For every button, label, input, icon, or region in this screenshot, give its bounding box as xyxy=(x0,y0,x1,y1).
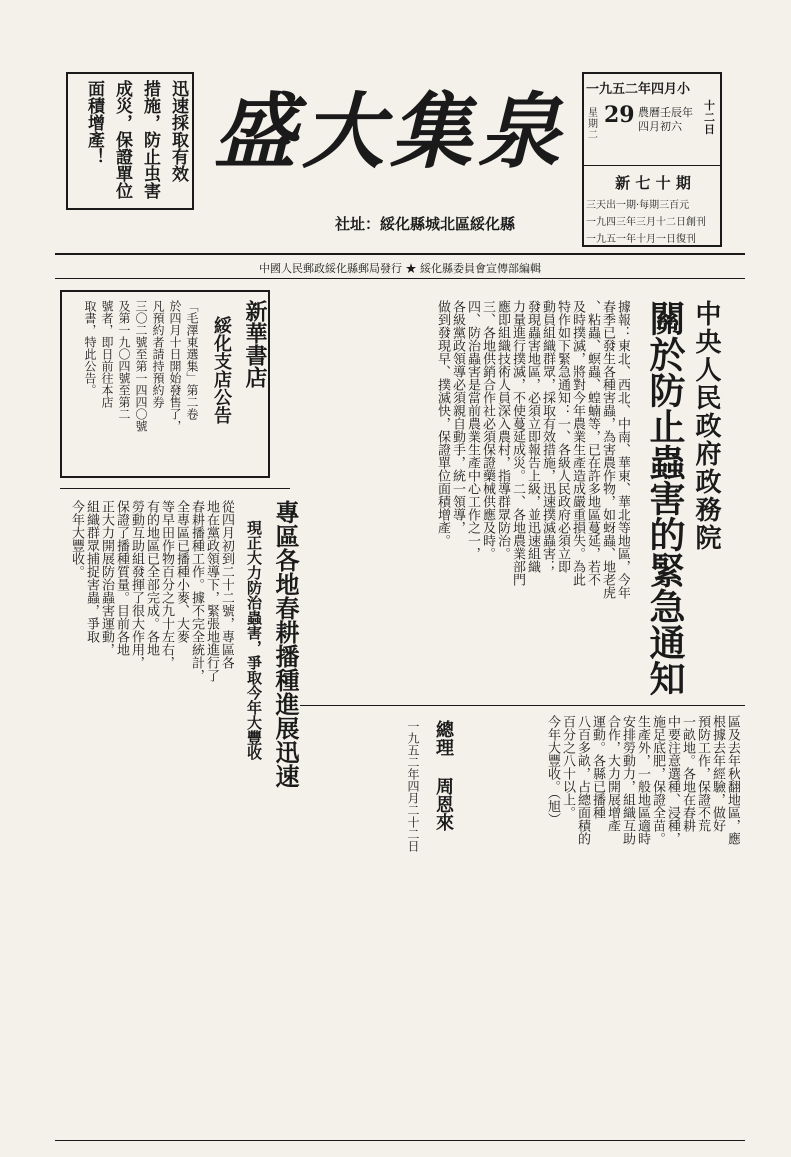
day-number: 十二日 xyxy=(704,99,715,136)
second-col-2: 地在黨政領導下，緊張地進行了 xyxy=(204,500,219,682)
lead-col-2: 春季已發生各種害蟲，為害農作物，如蚜蟲、地老虎 xyxy=(600,300,615,599)
second-col-1: 從四月初到二十二號，專區各 xyxy=(219,500,234,669)
lead-title: 關於防止蟲害的緊急通知 xyxy=(644,300,686,696)
second-col-3: 春耕播種工作。據不完全統計， xyxy=(189,500,204,682)
right-col-2: 根據去年經驗，做好 xyxy=(710,715,725,832)
right-col-13: 今年大豐收。（旭） xyxy=(545,715,560,826)
second-title: 專區各地春耕播種進展迅速 xyxy=(271,500,300,788)
founded-date: 一九四三年三月十二日創刊 xyxy=(586,217,706,228)
lead-col-3: 、粘蟲、螟蟲、蝗蝻等，已在許多地區蔓延，若不 xyxy=(585,300,600,586)
lead-col-4: 及時撲滅，將對今年農業生產造成嚴重損失。為此 xyxy=(570,300,585,586)
notice-col-4: 三〇二號至第一四四〇號 xyxy=(134,300,148,432)
lead-col-7: 發現蟲害地區，必須立即報告上級，並迅速組織 xyxy=(525,300,540,573)
lead-col-6: 動員組織群眾，採取有效措施，迅速撲滅蟲害； xyxy=(540,300,555,573)
right-col-9: 合作，大力開展增產 xyxy=(605,715,620,832)
date-text: 一九五二年四月 xyxy=(586,82,678,97)
masthead-subline: 中國人民郵政綏化縣郵局發行 ★ 綏化縣委員會宣傳部編輯 xyxy=(259,262,541,275)
lead-col-11: 四、防治蟲害是當前農業生產中心工作之一， xyxy=(465,300,480,560)
slogan-line-4: 面積增產！ xyxy=(84,80,104,165)
right-col-10: 運動。各縣已播種 xyxy=(590,715,605,819)
lead-header: 中央人民政府政務院 xyxy=(691,300,721,552)
notice-subtitle: 綏化支店公告 xyxy=(211,316,232,424)
date-small: 小 xyxy=(677,82,691,97)
lead-col-9: 應即組織技術人員深入農村，指導群眾防治。 xyxy=(495,300,510,560)
right-col-4: 一畝地。各地在春耕 xyxy=(680,715,695,832)
lead-body xyxy=(300,300,630,700)
lead-sign-date: 一九五二年四月二十二日 xyxy=(406,720,420,852)
masthead-rule xyxy=(55,253,745,255)
right-col-6: 施足底肥，保證全苗。 xyxy=(650,715,665,845)
slogan-line-1: 迅速採取有效 xyxy=(168,80,188,182)
lead-col-5: 特作如下緊急通知：一、各級人民政府必須立即 xyxy=(555,300,570,573)
notice-col-7: 取書，特此公告。 xyxy=(83,300,97,396)
slogan-line-3: 成災，保證單位 xyxy=(112,80,132,199)
lead-col-10: 三、各地供銷合作社必須保證藥械供應及時。 xyxy=(480,300,495,560)
right-col-5: 中要注意選種、浸種， xyxy=(665,715,680,845)
lead-signature: 總理 周恩來 xyxy=(433,720,454,831)
right-col-1: 區及去年秋翻地區，應 xyxy=(725,715,740,845)
notice-col-3: 凡預約者請持預約券 xyxy=(151,300,165,408)
section-rule xyxy=(60,488,290,489)
right-col-11: 八百多畝，占總面積的 xyxy=(575,715,590,845)
right-body xyxy=(470,715,740,1135)
lunar-date: 農曆壬辰年 四月初六 xyxy=(638,106,693,133)
second-subtitle: 現正大力防治蟲害，爭取今年大豐收 xyxy=(245,520,263,760)
second-col-6: 有的地區已全部完成。各地 xyxy=(144,500,159,656)
lead-col-12: 各級黨政領導必須親自動手，統一領導， xyxy=(450,300,465,534)
page-bottom-rule xyxy=(55,1140,745,1141)
second-col-9: 正大力開展防治蟲害運動， xyxy=(99,500,114,656)
notice-col-5: 及第一九〇四號至第二 xyxy=(117,300,131,420)
second-col-10: 組織群眾捕捉害蟲，爭取 xyxy=(84,500,99,643)
weekday: 星期二 xyxy=(588,108,598,141)
slogan-line-2: 措施，防止虫害 xyxy=(140,80,160,199)
address-line: 社址：綏化縣城北區綏化縣 xyxy=(334,215,515,233)
lead-col-1: 據報：東北、西北、中南、華東、華北等地區，今年 xyxy=(615,300,630,599)
period-label: 新 七 十 期 xyxy=(615,174,691,192)
notice-body xyxy=(68,300,200,470)
restarted-date: 一九五一年十月一日復刊 xyxy=(586,234,696,245)
second-body xyxy=(62,500,234,900)
lead-col-13: 做到發現早、撲滅快，保證單位面積增產。 xyxy=(435,300,450,547)
date-line xyxy=(586,78,690,97)
right-col-12: 百分之八十以上。 xyxy=(560,715,575,819)
right-col-7: 生產外，一般地區適時 xyxy=(635,715,650,845)
notice-col-6: 號者，即日前往本店 xyxy=(100,300,114,408)
lead-col-8: 力量進行撲滅，不使蔓延成災。二、各地農業部門 xyxy=(510,300,525,586)
notice-title: 新華書店 xyxy=(242,300,268,388)
notice-col-1: 「毛澤東選集」第二卷 xyxy=(185,300,199,420)
right-col-3: 預防工作，保證不荒 xyxy=(695,715,710,832)
right-col-8: 安排勞動力，組織互助 xyxy=(620,715,635,845)
newspaper-title: 盛大集泉 xyxy=(214,84,566,180)
price: 三天出一期·每期三百元 xyxy=(586,200,690,211)
second-col-11: 今年大豐收。 xyxy=(69,500,84,578)
date-divider-1 xyxy=(582,165,722,166)
issue-number: 29 xyxy=(604,102,635,128)
second-col-4: 全專區已播種小麥、大麥 xyxy=(174,500,189,643)
masthead-rule-2 xyxy=(55,278,745,279)
second-col-5: 等早田作物百分之九十左右， xyxy=(159,500,174,669)
lower-rule xyxy=(300,705,745,706)
second-col-8: 保證了播種質量。目前各地 xyxy=(114,500,129,656)
notice-col-2: 於四月十日開始發售了， xyxy=(168,300,182,432)
second-col-7: 勞動互助組發揮了很大作用， xyxy=(129,500,144,669)
